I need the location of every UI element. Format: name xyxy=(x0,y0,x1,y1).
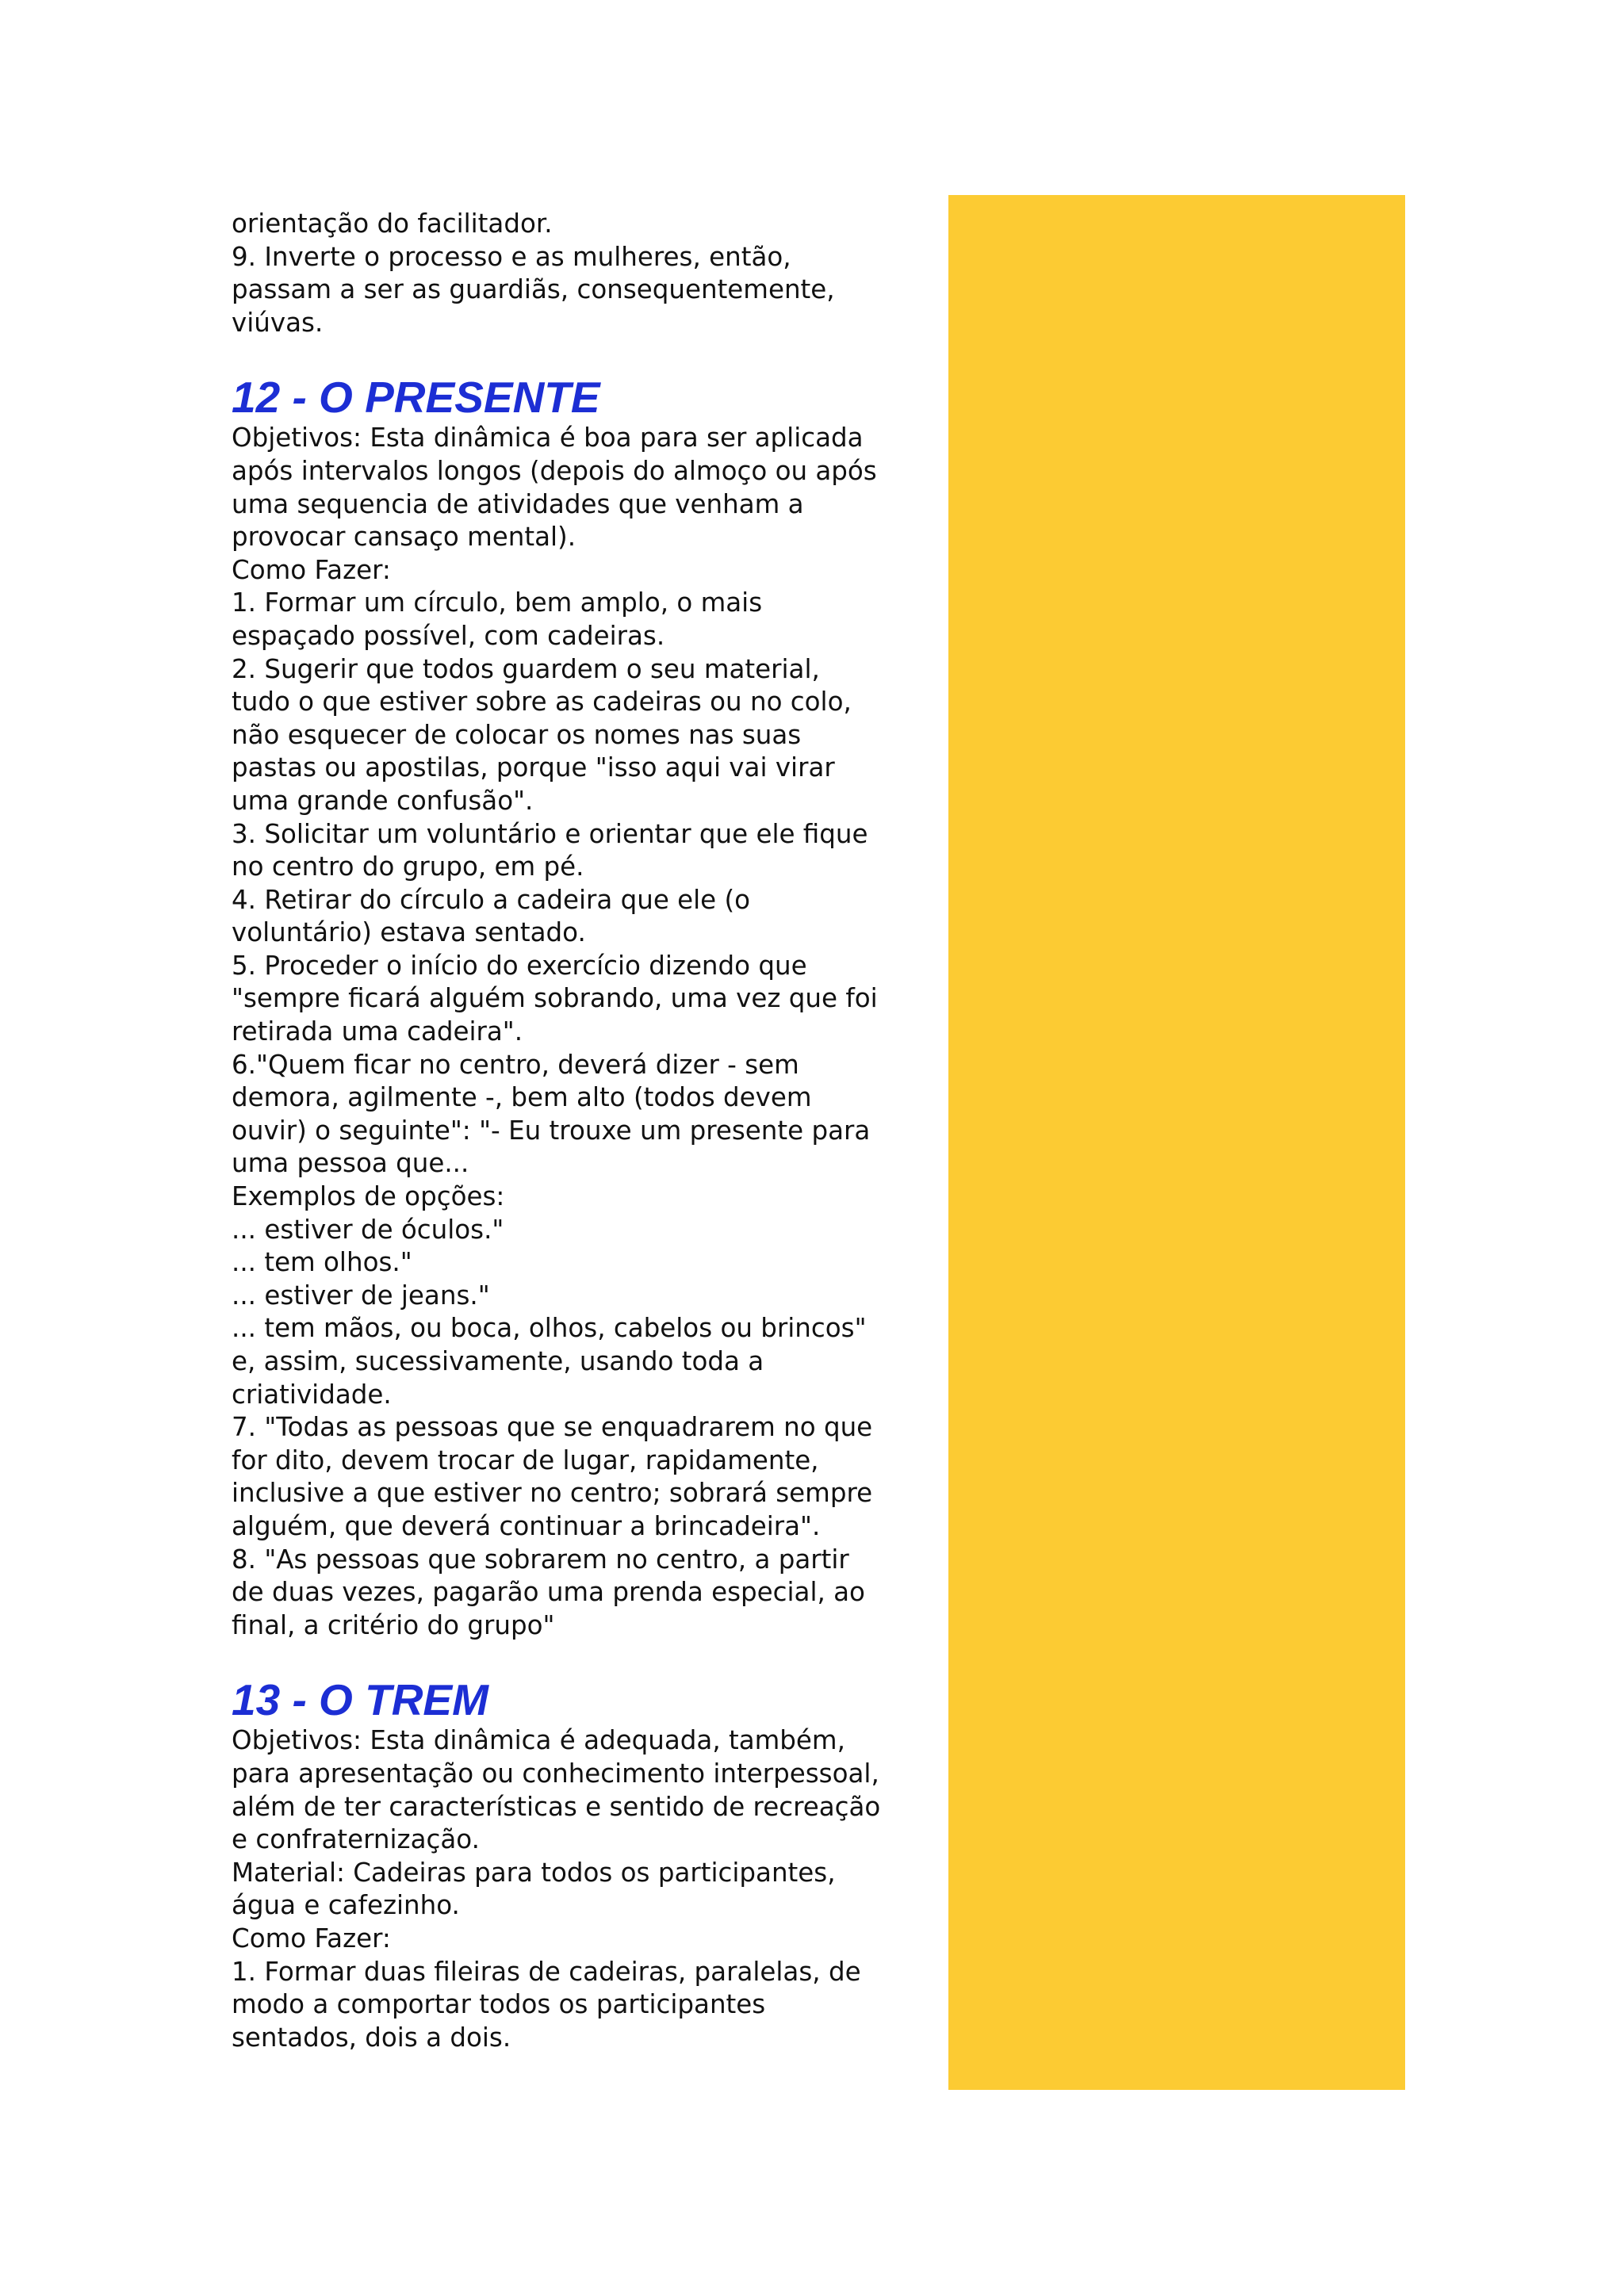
text-line: ... tem mãos, ou boca, olhos, cabelos ou brincos" xyxy=(232,1313,867,1344)
text-line: água e cafezinho. xyxy=(232,1890,460,1921)
text-line: ... estiver de óculos." xyxy=(232,1214,504,1245)
text-line: Exemplos de opções: xyxy=(232,1181,505,1212)
text-line: "sempre ficará alguém sobrando, uma vez que foi xyxy=(232,983,878,1014)
text-line: 5. Proceder o início do exercício dizendo que xyxy=(232,950,807,981)
text-line: 7. "Todas as pessoas que se enquadrarem no que xyxy=(232,1412,873,1443)
yellow-sidebar xyxy=(948,195,1405,2090)
text-line: inclusive a que estiver no centro; sobrará sempre xyxy=(232,1478,873,1509)
text-line: final, a critério do grupo" xyxy=(232,1609,555,1640)
text-line: além de ter características e sentido de recreação xyxy=(232,1791,881,1822)
text-line: passam a ser as guardiãs, consequentemente, xyxy=(232,274,835,305)
text-line: uma grande confusão". xyxy=(232,785,534,816)
text-line: ouvir) o seguinte": "- Eu trouxe um presente para xyxy=(232,1115,871,1146)
text-line: retirada uma cadeira". xyxy=(232,1016,523,1047)
text-line: Como Fazer: xyxy=(232,554,391,585)
text-line: demora, agilmente -, bem alto (todos devem xyxy=(232,1082,812,1113)
text-line: alguém, que deverá continuar a brincadeira". xyxy=(232,1510,821,1541)
text-line: para apresentação ou conhecimento interpessoal, xyxy=(232,1758,879,1789)
intro-block xyxy=(232,208,945,339)
text-line: for dito, devem trocar de lugar, rapidamente, xyxy=(232,1445,819,1475)
text-line: Objetivos: Esta dinâmica é boa para ser aplicada xyxy=(232,423,864,453)
text-line: não esquecer de colocar os nomes nas suas xyxy=(232,719,802,750)
text-line: uma pessoa que... xyxy=(232,1148,469,1179)
text-line: uma sequencia de atividades que venham a xyxy=(232,488,804,519)
text-line: pastas ou apostilas, porque "isso aqui vai virar xyxy=(232,752,835,783)
text-line: 3. Solicitar um voluntário e orientar que ele fique xyxy=(232,818,868,849)
text-line: ... tem olhos." xyxy=(232,1247,412,1278)
text-line: e confraternização. xyxy=(232,1824,480,1855)
text-line: e, assim, sucessivamente, usando toda a xyxy=(232,1346,764,1376)
section-heading: 13 - O TREM xyxy=(232,1675,488,1725)
text-line: 6."Quem ficar no centro, deverá dizer - sem xyxy=(232,1049,799,1080)
text-line: espaçado possível, com cadeiras. xyxy=(232,620,665,651)
document-body xyxy=(232,208,945,2054)
text-line: 8. "As pessoas que sobrarem no centro, a partir xyxy=(232,1544,849,1575)
text-line: Como Fazer: xyxy=(232,1923,391,1954)
text-line: 2. Sugerir que todos guardem o seu material, xyxy=(232,653,820,684)
text-line: voluntário) estava sentado. xyxy=(232,917,586,948)
text-line: Material: Cadeiras para todos os participantes, xyxy=(232,1857,836,1888)
text-line: ... estiver de jeans." xyxy=(232,1280,490,1311)
text-line: 4. Retirar do círculo a cadeira que ele (o xyxy=(232,884,751,915)
text-line: provocar cansaço mental). xyxy=(232,522,576,553)
section-heading: 12 - O PRESENTE xyxy=(232,373,600,423)
text-line: Objetivos: Esta dinâmica é adequada, também, xyxy=(232,1725,845,1756)
text-line: orientação do facilitador. xyxy=(232,209,553,239)
text-line: 1. Formar duas fileiras de cadeiras, paralelas, de xyxy=(232,1956,861,1987)
text-line: viúvas. xyxy=(232,307,324,338)
text-line: tudo o que estiver sobre as cadeiras ou no colo, xyxy=(232,687,852,718)
text-line: no centro do grupo, em pé. xyxy=(232,851,584,882)
section-13 xyxy=(232,1675,945,2054)
text-line: 9. Inverte o processo e as mulheres, então, xyxy=(232,241,791,272)
text-line: 1. Formar um círculo, bem amplo, o mais xyxy=(232,587,763,618)
text-line: sentados, dois a dois. xyxy=(232,2022,511,2053)
section-12 xyxy=(232,373,945,1642)
text-line: de duas vezes, pagarão uma prenda especial, ao xyxy=(232,1577,865,1608)
text-line: criatividade. xyxy=(232,1379,392,1410)
text-line: após intervalos longos (depois do almoço ou após xyxy=(232,455,877,486)
text-line: modo a comportar todos os participantes xyxy=(232,1989,766,2020)
